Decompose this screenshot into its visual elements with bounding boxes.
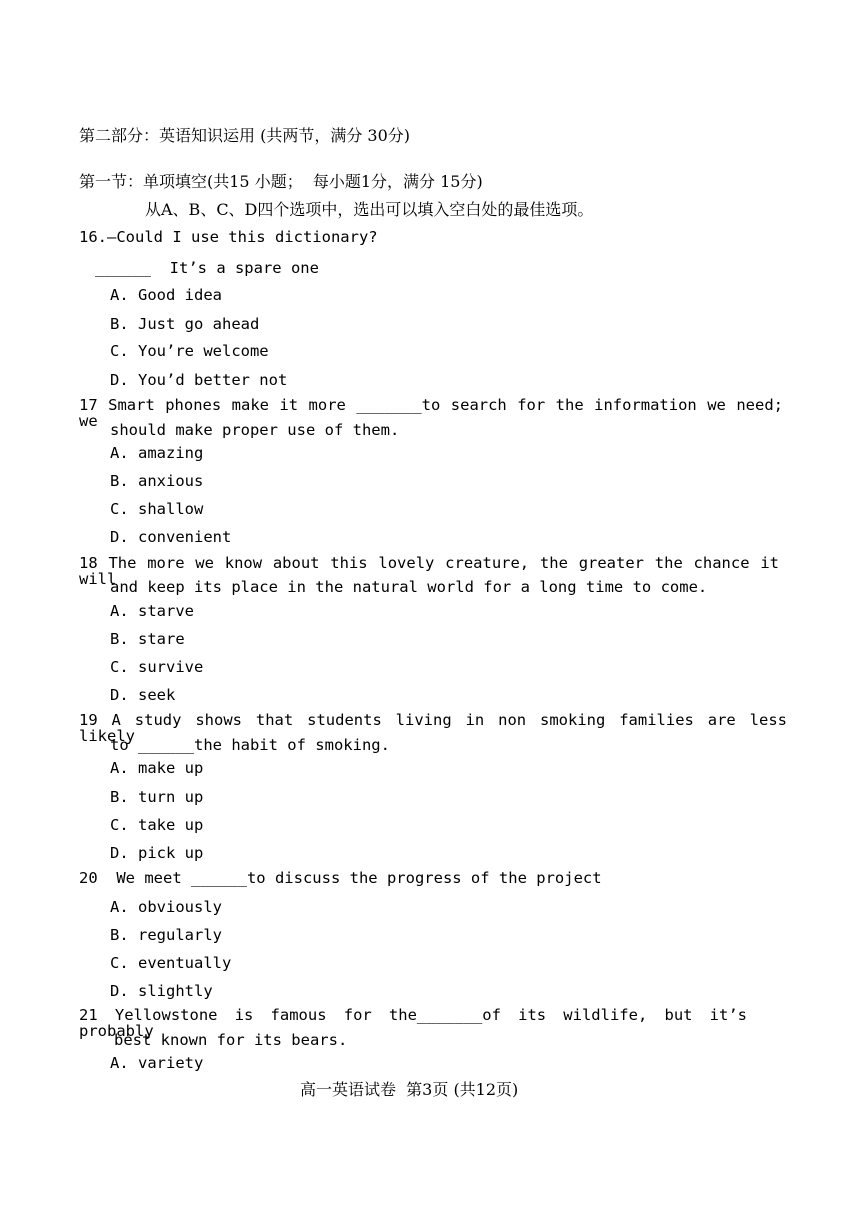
question-20-option-b: B. regularly bbox=[110, 926, 222, 944]
question-17-option-a: A. amazing bbox=[110, 444, 204, 462]
question-18-stem: 18 The more we know about this lovely creature, the greater the chance it will bbox=[79, 554, 779, 588]
section-heading: 第一节：单项填空(共15 小题； 每小题1分，满分 15分) bbox=[79, 172, 483, 191]
question-16-stem: 16.—Could I use this dictionary? bbox=[79, 228, 378, 246]
question-16-option-c: C. You’re welcome bbox=[110, 342, 269, 360]
question-18-option-d: D. seek bbox=[110, 686, 176, 704]
question-20-option-c: C. eventually bbox=[110, 954, 232, 972]
question-17-stem-line2: should make proper use of them. bbox=[110, 421, 400, 439]
question-19-option-d: D. pick up bbox=[110, 844, 204, 862]
question-18-option-a: A. starve bbox=[110, 602, 194, 620]
question-20-stem: 20 We meet ______to discuss the progress of the project bbox=[79, 869, 602, 887]
question-19-stem: 19 A study shows that students living in non smoking families are less likely bbox=[79, 711, 787, 745]
question-16-option-b: B. Just go ahead bbox=[110, 315, 260, 333]
question-19-option-c: C. take up bbox=[110, 816, 204, 834]
page-footer: 高一英语试卷 第3页 (共12页) bbox=[300, 1080, 519, 1099]
question-21-option-a: A. variety bbox=[110, 1054, 204, 1072]
part-heading: 第二部分：英语知识运用 (共两节，满分 30分) bbox=[79, 126, 411, 145]
question-17-option-d: D. convenient bbox=[110, 528, 232, 546]
question-16-option-a: A. Good idea bbox=[110, 286, 222, 304]
question-17-option-b: B. anxious bbox=[110, 472, 204, 490]
question-18-option-c: C. survive bbox=[110, 658, 204, 676]
question-16-option-d: D. You’d better not bbox=[110, 371, 288, 389]
question-18-option-b: B. stare bbox=[110, 630, 185, 648]
question-20-option-a: A. obviously bbox=[110, 898, 222, 916]
instruction-text: 从A、B、C、D四个选项中，选出可以填入空白处的最佳选项。 bbox=[145, 200, 594, 219]
question-17-option-c: C. shallow bbox=[110, 500, 204, 518]
question-19-stem-line2: to ______the habit of smoking. bbox=[110, 736, 390, 754]
question-21-stem-line2: best known for its bears. bbox=[114, 1031, 348, 1049]
question-21-stem: 21 Yellowstone is famous for the_______of its wildlife, but it’s probably bbox=[79, 1006, 747, 1040]
question-19-option-a: A. make up bbox=[110, 759, 204, 777]
question-17-stem: 17 Smart phones make it more _______to search for the information we need; we bbox=[79, 396, 783, 430]
question-20-option-d: D. slightly bbox=[110, 982, 213, 1000]
question-16-stem-line2: ______ It’s a spare one bbox=[95, 259, 319, 277]
question-18-stem-line2: and keep its place in the natural world for a long time to come. bbox=[110, 578, 708, 596]
question-19-option-b: B. turn up bbox=[110, 788, 204, 806]
